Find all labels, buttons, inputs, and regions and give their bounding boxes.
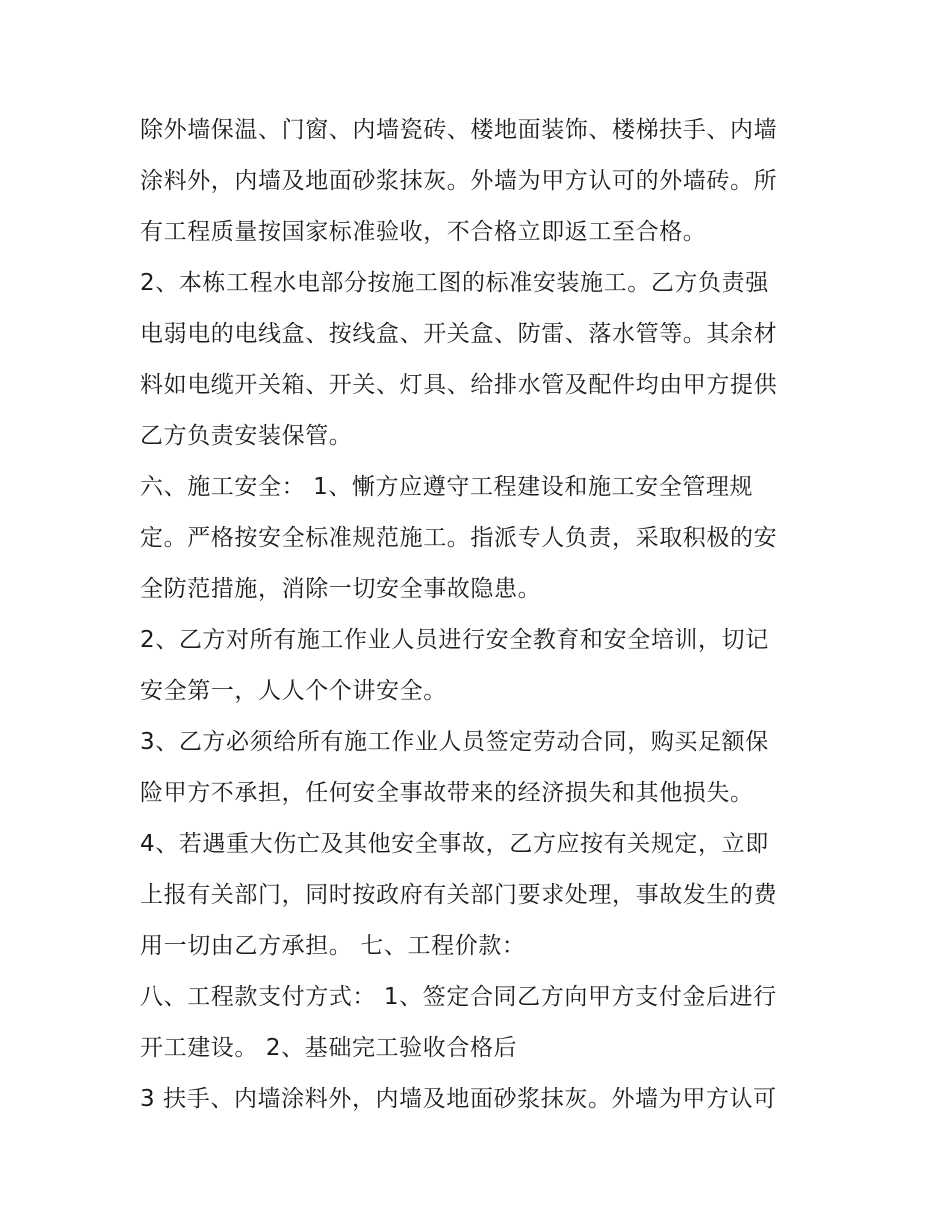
text-line: 开工建设。 2、基础完工验收合格后: [140, 1035, 518, 1061]
text-line: 3、乙方必须给所有施工作业人员签定劳动合同，购买足额保: [140, 729, 769, 755]
text-line: 安全第一，人人个个讲安全。: [140, 678, 447, 704]
text-line: 六、施工安全： 1、慚方应遵守工程建设和施工安全管理规: [140, 474, 754, 500]
text-line: 乙方负责安装保管。: [140, 423, 353, 449]
text-line: 险甲方不承担，任何安全事故带来的经济损失和其他损失。: [140, 780, 754, 806]
text-line: 2、本栋工程水电部分按施工图的标准安装施工。乙方负责强: [140, 270, 769, 296]
text-line: 电弱电的电线盒、按线盒、开关盒、防雷、落水管等。其余材: [140, 321, 778, 347]
text-line: 八、工程款支付方式： 1、签定合同乙方向甲方支付金后进行: [140, 984, 777, 1010]
text-line: 4、若遇重大伤亡及其他安全事故，乙方应按有关规定，立即: [140, 831, 769, 857]
text-line: 全防范措施，消除一切安全事故隐患。: [140, 576, 542, 602]
text-line: 涂料外，内墙及地面砂浆抹灰。外墙为甲方认可的外墙砖。所: [140, 168, 778, 194]
text-line: 定。严格按安全标准规范施工。指派专人负责，采取积极的安: [140, 525, 778, 551]
text-line: 上报有关部门，同时按政府有关部门要求处理，事故发生的费: [140, 882, 778, 908]
text-line: 除外墙保温、门窗、内墙瓷砖、楼地面装饰、楼梯扶手、内墙: [140, 117, 778, 143]
text-line: 有工程质量按国家标准验收，不合格立即返工至合格。: [140, 219, 707, 245]
text-line: 3 扶手、内墙涂料外，内墙及地面砂浆抹灰。外墙为甲方认可: [140, 1086, 777, 1112]
text-line: 料如电缆开关箱、开关、灯具、给排水管及配件均由甲方提供: [140, 372, 778, 398]
text-line: 用一切由乙方承担。 七、工程价款：: [140, 933, 526, 959]
text-line: 2、乙方对所有施工作业人员进行安全教育和安全培训，切记: [140, 627, 769, 653]
